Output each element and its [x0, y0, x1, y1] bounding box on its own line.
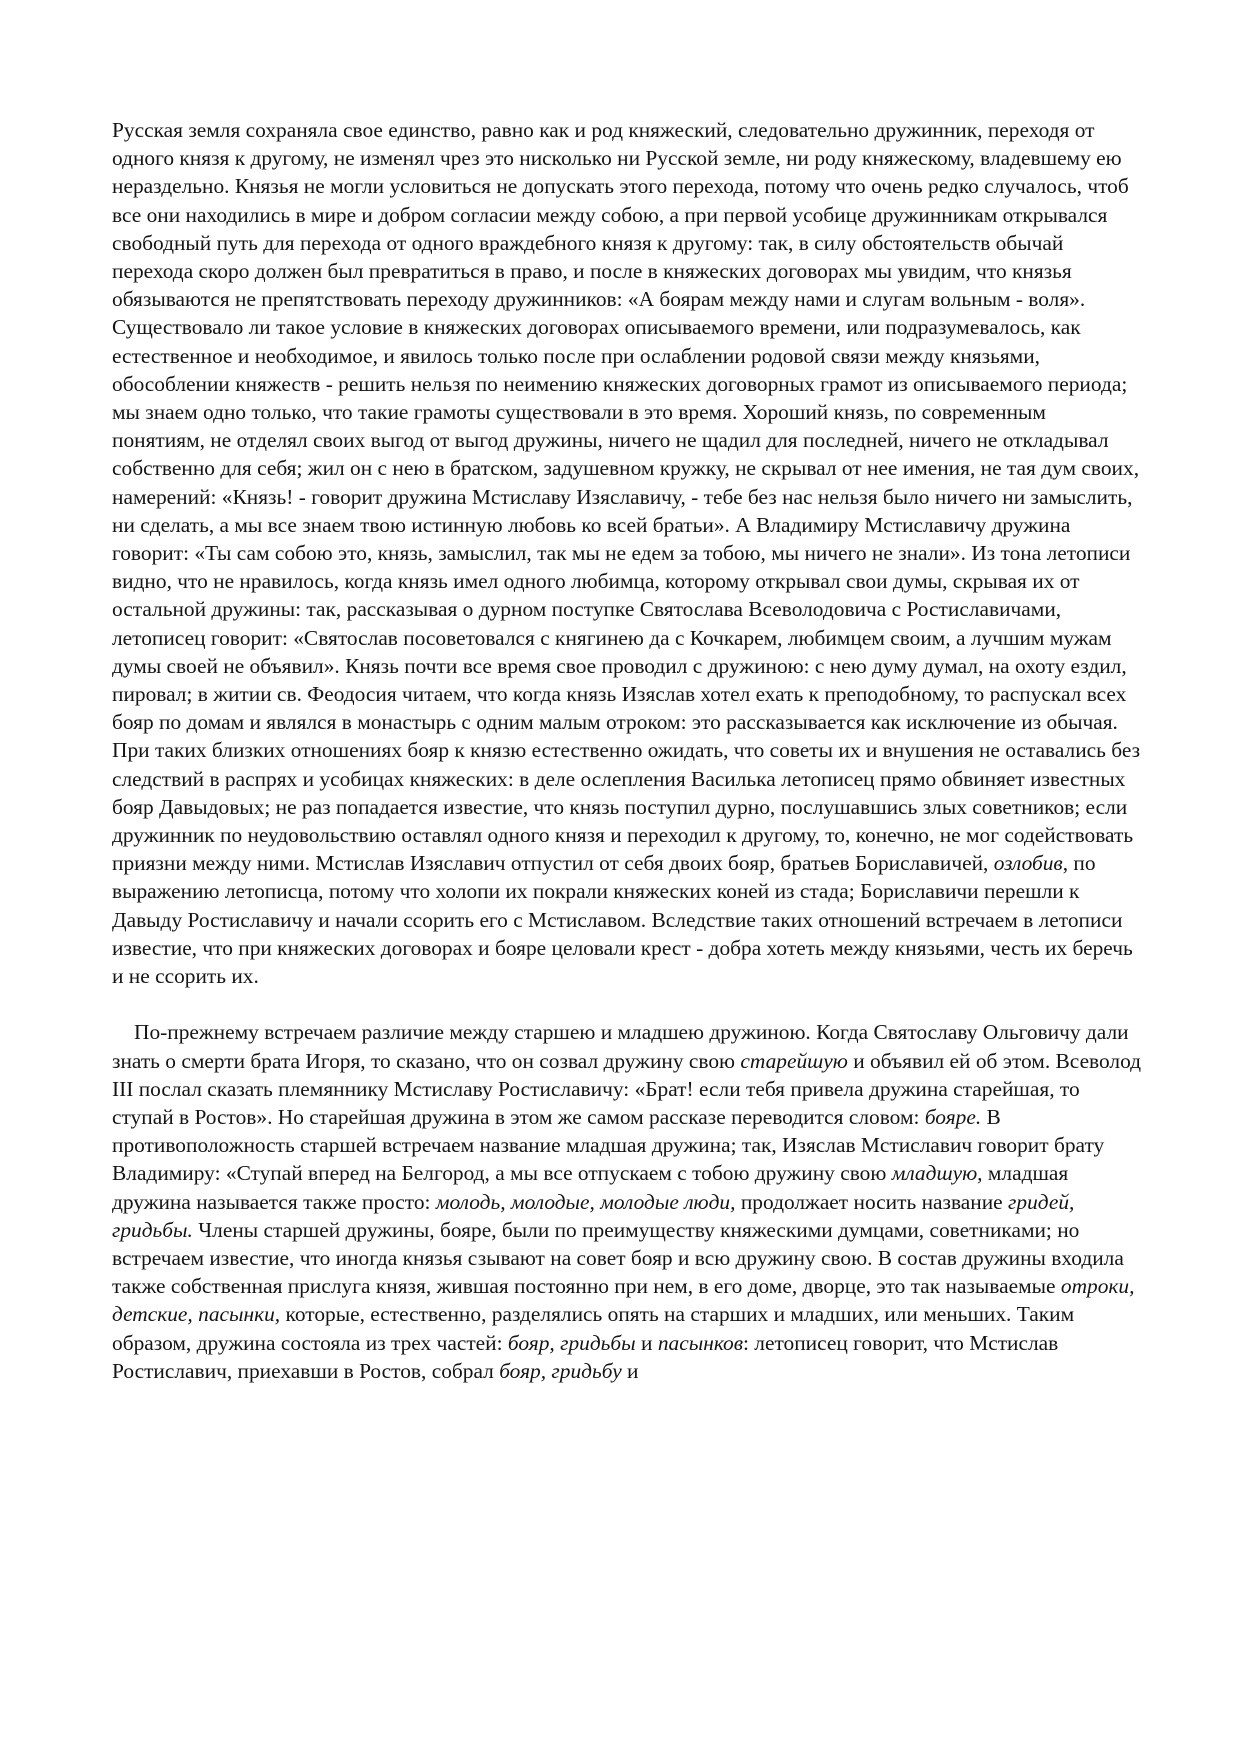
paragraph-1 — [112, 116, 1142, 990]
document-body — [112, 116, 1142, 1385]
p2-italic-boyare: бояре. — [924, 1104, 982, 1129]
p2-italic-otroki: отроки, детские, пасынки, — [112, 1274, 1135, 1327]
paragraph-2 — [112, 1018, 1142, 1385]
p2-italic-gridey: гридей, гридьбы. — [112, 1189, 1075, 1242]
p2-text-a: По-прежнему встречаем различие между старшею и младшею дружиною. Когда Святославу Ольговичу дали знать о смерти брата Игоря, то сказано, что он созвал дружину свою — [112, 1020, 1129, 1073]
p2-text-f: Члены старшей дружины, бояре, были по преимуществу княжескими думцами, советниками; но встречаем известие, что иногда князья сзывают на совет бояр и всю дружину свою. В состав дружины входила также собственная прислуга князя, жившая постоянно при нем, в его доме, дворце, это так называемые — [112, 1217, 1124, 1299]
p2-text-c: В противоположность старшей встречаем название младшая дружина; так, Изяслав Мстиславич говорит брату Владимиру: «Ступай вперед на Белгород, а мы все отпускаем с тобою дружину свою — [112, 1104, 1105, 1186]
p2-text-j: : летописец говорит, что Мстислав Ростиславич, приехавши в Ростов, собрал — [112, 1330, 1059, 1383]
p2-italic-pasynkov: пасынков — [657, 1330, 743, 1355]
p2-text-k: и — [627, 1358, 639, 1383]
p2-italic-boyar-gridbu: бояр, гридьбу — [499, 1358, 622, 1383]
p2-text-e: продолжает носить название — [740, 1189, 1003, 1214]
p1-text: Русская земля сохраняла свое единство, равно как и род княжеский, следовательно дружинник, переходя от одного князя к другому, не изменял чрез это нисколько ни Русской земле, ни роду княжескому, владевшему ею нераздельно. Князья не могли условиться не допускать этого перехода, потому что очень редко случалось, чтоб все они находились в мире и добром согласии между собою, а при первой усобице дружинникам открывался свободный путь для перехода от одного враждебного князя к другому: так, в силу обстоятельств обычай перехода скоро должен был превратиться в право, и после в княжеских договорах мы увидим, что князья обязываются не препятствовать переходу дружинников: «А боярам между нами и слугам вольным - воля». Существовало ли такое условие в княжеских договорах описываемого времени, или подразумевалось, как естественное и необходимое, и явилось только после при ослаблении родовой связи между князьями, обособлении княжеств - решить нельзя по неимению княжеских договорных грамот из описываемого периода; мы знаем одно только, что такие грамоты существовали в это время. Хороший князь, по современным понятиям, не отделял своих выгод от выгод дружины, ничего не щадил для последней, ничего не откладывал собственно для себя; жил он с нею в братском, задушевном кружку, не скрывал от нее имения, не тая дум своих, намерений: «Князь! - говорит дружина Мстиславу Изяславичу, - тебе без нас нельзя было ничего ни замыслить, ни сделать, а мы все знаем твою истинную любовь ко всей братьи». А Владимиру Мстиславичу дружина говорит: «Ты сам собою это, князь, замыслил, так мы не едем за тобою, мы ничего не знали». Из тона летописи видно, что не нравилось, когда князь имел одного любимца, которому открывал свои думы, скрывая их от остальной дружины: так, рассказывая о дурном поступке Святослава Всеволодовича с Ростиславичами, летописец говорит: «Святослав посоветовался с княгинею да с Кочкарем, любимцем своим, а лучшим мужам думы своей не объявил». Князь почти все время свое проводил с дружиною: с нею думу думал, на охоту ездил, пировал; в житии св. Феодосия читаем, что когда князь Изяслав хотел ехать к преподобному, то распускал всех бояр по домам и являлся в монастырь с одним малым отроком: это рассказывается как исключение из обычая. При таких близких отношениях бояр к князю естественно ожидать, что советы их и внушения не оставались без следствий в распрях и усобицах княжеских: в деле ослепления Василька летописец прямо обвиняет известных бояр Давыдовых; не раз попадается известие, что князь поступил дурно, послушавшись злых советников; если дружинник по неудовольствию оставлял одного князя и переходил к другому, то, конечно, не мог содействовать приязни между ними. Мстислав Изяславич отпустил от себя двоих бояр, братьев Бориславичей, — [112, 118, 1141, 876]
p2-italic-boyar-gridby: бояр, гридьбы — [507, 1330, 636, 1355]
p2-text-d: младшая дружина называется также просто: — [112, 1161, 1069, 1214]
p2-text-g: которые, естественно, разделялись опять на старших и младших, или меньших. Таким образом, дружина состояла из трех частей: — [112, 1302, 1075, 1355]
p2-italic-mladshuyu: младшую, — [891, 1161, 983, 1186]
p2-text-b: и объявил ей об этом. Всеволод III послал сказать племяннику Мстиславу Ростиславичу: «Брат! если тебя привела дружина старейшая, то ступай в Ростов». Но старейшая дружина в этом же самом рассказе переводится словом: — [112, 1048, 1142, 1129]
p2-text-h: и — [641, 1330, 653, 1355]
p1-italic-ozlobiv: озлобив — [993, 851, 1063, 876]
p1-text-rest: , по выражению летописца, потому что холопи их покрали княжеских коней из стада; Бориславичи перешли к Давыду Ростиславичу и начали ссорить его с Мстиславом. Вследствие таких отношений встречаем в летописи известие, что при княжеских договорах и бояре целовали крест - добра хотеть между князьями, честь их беречь и не ссорить их. — [112, 851, 1133, 989]
p2-italic-stareyshuyu: старейшую — [740, 1048, 848, 1073]
p2-italic-molod: молодь, молодые, молодые люди, — [435, 1189, 736, 1214]
